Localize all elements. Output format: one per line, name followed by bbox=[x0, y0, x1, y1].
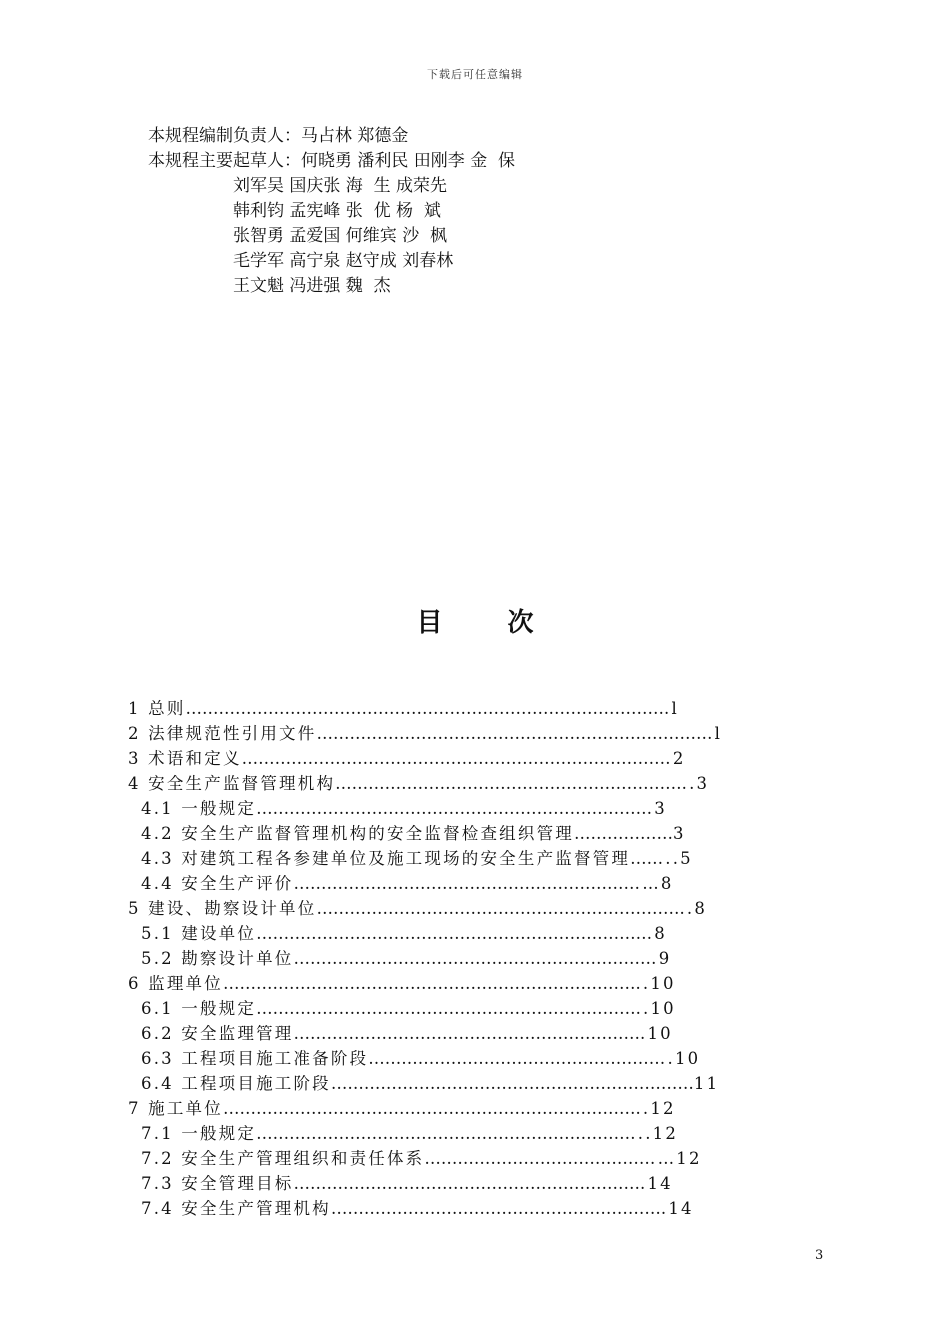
toc-entry-leader: …………………………………………………………… bbox=[256, 799, 636, 818]
toc-entry-label: 2 法律规范性引用文件 bbox=[128, 724, 317, 743]
toc-subentry[interactable] bbox=[128, 821, 722, 846]
credit-line-names: 刘军吴 国庆张 海 生 成荣先 bbox=[233, 176, 448, 196]
toc-entry-page: ..3 bbox=[681, 774, 710, 793]
toc-entry-page: .14 bbox=[640, 1174, 673, 1193]
toc-entry-leader: ………………………………… bbox=[424, 1149, 639, 1168]
toc-subentry[interactable] bbox=[128, 1021, 722, 1046]
toc-entry-label: 4 安全生产监督管理机构 bbox=[128, 774, 336, 793]
credit-line-names: 韩利钧 孟宪峰 张 优 杨 斌 bbox=[233, 201, 441, 221]
credit-line-editor: 本规程编制负责人：马占林 郑德金 bbox=[148, 126, 409, 146]
toc-entry-page: ……8 bbox=[623, 874, 674, 893]
toc-entry[interactable] bbox=[128, 746, 722, 771]
toc-entry-leader: … bbox=[630, 849, 647, 868]
toc-entry-label: 4.3 对建筑工程各参建单位及施工现场的安全生产监督管理 bbox=[141, 849, 631, 868]
toc-entry-page: …..5 bbox=[646, 849, 693, 868]
toc-entry-page: 3 bbox=[673, 824, 686, 843]
credits-block bbox=[148, 124, 515, 299]
toc-entry-page: ..10 bbox=[635, 974, 676, 993]
toc-entry-page: …..12 bbox=[619, 1124, 679, 1143]
toc-entry-label: 6.1 一般规定 bbox=[141, 999, 257, 1018]
toc-entry-page: .l bbox=[664, 699, 679, 718]
toc-entry-page: …3 bbox=[635, 799, 667, 818]
toc-entry[interactable] bbox=[128, 896, 722, 921]
credit-line-names: 毛学军 高宁泉 赵守成 刘春林 bbox=[233, 251, 454, 271]
toc-entry-page: …l bbox=[695, 724, 723, 743]
toc-entry-page: ..10 bbox=[635, 999, 676, 1018]
toc-subentry[interactable] bbox=[128, 871, 722, 896]
toc-entry-leader: …………………………………………… bbox=[368, 1049, 649, 1068]
toc-subentry[interactable] bbox=[128, 1121, 722, 1146]
toc-entry-leader: ……………… bbox=[574, 824, 673, 843]
toc-entry[interactable] bbox=[128, 721, 722, 746]
toc-entry[interactable] bbox=[128, 696, 722, 721]
toc-entry-leader: ………………………………………………………………… bbox=[241, 749, 655, 768]
toc-entry-label: 6.4 工程项目施工阶段 bbox=[141, 1074, 331, 1093]
toc-entry-label: 5.2 勘察设计单位 bbox=[141, 949, 294, 968]
toc-entry-leader: ………………………………………………………… bbox=[256, 1124, 620, 1143]
table-of-contents bbox=[128, 696, 722, 1221]
toc-entry-leader: ………………………………………………………… bbox=[316, 899, 680, 918]
toc-entry-label: 3 术语和定义 bbox=[128, 749, 242, 768]
toc-entry-leader: ……………………………………………………… bbox=[293, 1174, 640, 1193]
toc-entry-leader: …………………………………………………… bbox=[330, 1199, 661, 1218]
toc-subentry[interactable] bbox=[128, 1071, 722, 1096]
credit-line-names: 王文魁 冯进强 魏 杰 bbox=[233, 276, 391, 296]
toc-entry-page: ..8 bbox=[679, 899, 708, 918]
toc-entry-leader: ………………………………………………………………… bbox=[222, 974, 636, 993]
toc-entry-page: .10 bbox=[640, 1024, 673, 1043]
credit-line-drafters: 本规程主要起草人：何晓勇 潘利民 田刚李 金 保 bbox=[148, 151, 516, 171]
toc-entry-leader: ………………………………………………………………… bbox=[222, 1099, 636, 1118]
toc-entry-leader: …………………………………………………………………………… bbox=[185, 699, 665, 718]
toc-entry-leader: ……………………………………………………… bbox=[293, 949, 640, 968]
toc-entry-page: ..12 bbox=[635, 1099, 676, 1118]
toc-entry-page: …8 bbox=[635, 924, 667, 943]
toc-entry-page: …9 bbox=[640, 949, 672, 968]
toc-entry-label: 7.2 安全生产管理组织和责任体系 bbox=[141, 1149, 425, 1168]
toc-entry-leader: ………………………………………………………… bbox=[330, 1074, 694, 1093]
toc-entry-page: ……12 bbox=[638, 1149, 702, 1168]
credit-line-names: 张智勇 孟爱国 何维宾 沙 枫 bbox=[233, 226, 448, 246]
toc-entry-label: 7.3 安全管理目标 bbox=[141, 1174, 294, 1193]
toc-subentry[interactable] bbox=[128, 796, 722, 821]
toc-subentry[interactable] bbox=[128, 1196, 722, 1221]
toc-entry-leader: …………………………………………………………… bbox=[316, 724, 696, 743]
toc-subentry[interactable] bbox=[128, 1146, 722, 1171]
toc-entry-label: 7.4 安全生产管理机构 bbox=[141, 1199, 331, 1218]
toc-subentry[interactable] bbox=[128, 946, 722, 971]
toc-entry-label: 5 建设、勘察设计单位 bbox=[128, 899, 317, 918]
toc-entry-label: 5.1 建设单位 bbox=[141, 924, 257, 943]
toc-entry-page: …2 bbox=[654, 749, 686, 768]
toc-entry-label: 1 总则 bbox=[128, 699, 186, 718]
toc-entry-label: 4.2 安全生产监督管理机构的安全监督检查组织管理 bbox=[141, 824, 574, 843]
toc-entry-leader: ……………………………………………………… bbox=[293, 1024, 640, 1043]
toc-entry-label: 6.2 安全监理管理 bbox=[141, 1024, 294, 1043]
toc-entry-leader: …………………………………………………………… bbox=[256, 999, 636, 1018]
toc-entry-label: 6.3 工程项目施工准备阶段 bbox=[141, 1049, 369, 1068]
toc-entry-leader: ……………………………………………………… bbox=[335, 774, 682, 793]
page-header: 下载后可任意编辑 bbox=[427, 68, 523, 81]
toc-title: 目 次 bbox=[416, 608, 562, 638]
toc-entry-label: 4.4 安全生产评价 bbox=[141, 874, 294, 893]
toc-entry[interactable] bbox=[128, 971, 722, 996]
toc-entry-page: 11 bbox=[693, 1074, 720, 1093]
toc-entry-label: 6 监理单位 bbox=[128, 974, 223, 993]
toc-subentry[interactable] bbox=[128, 921, 722, 946]
toc-entry-leader: …………………………………………………… bbox=[293, 874, 624, 893]
toc-entry-label: 7.1 一般规定 bbox=[141, 1124, 257, 1143]
toc-subentry[interactable] bbox=[128, 1046, 722, 1071]
page-number: 3 bbox=[815, 1248, 824, 1263]
toc-subentry[interactable] bbox=[128, 846, 722, 871]
toc-subentry[interactable] bbox=[128, 1171, 722, 1196]
toc-entry-label: 7 施工单位 bbox=[128, 1099, 223, 1118]
toc-entry[interactable] bbox=[128, 771, 722, 796]
toc-entry-label: 4.1 一般规定 bbox=[141, 799, 257, 818]
toc-entry-page: ….10 bbox=[648, 1049, 701, 1068]
toc-entry-leader: …………………………………………………………… bbox=[256, 924, 636, 943]
toc-entry[interactable] bbox=[128, 1096, 722, 1121]
toc-entry-page: .14 bbox=[660, 1199, 694, 1218]
toc-subentry[interactable] bbox=[128, 996, 722, 1021]
